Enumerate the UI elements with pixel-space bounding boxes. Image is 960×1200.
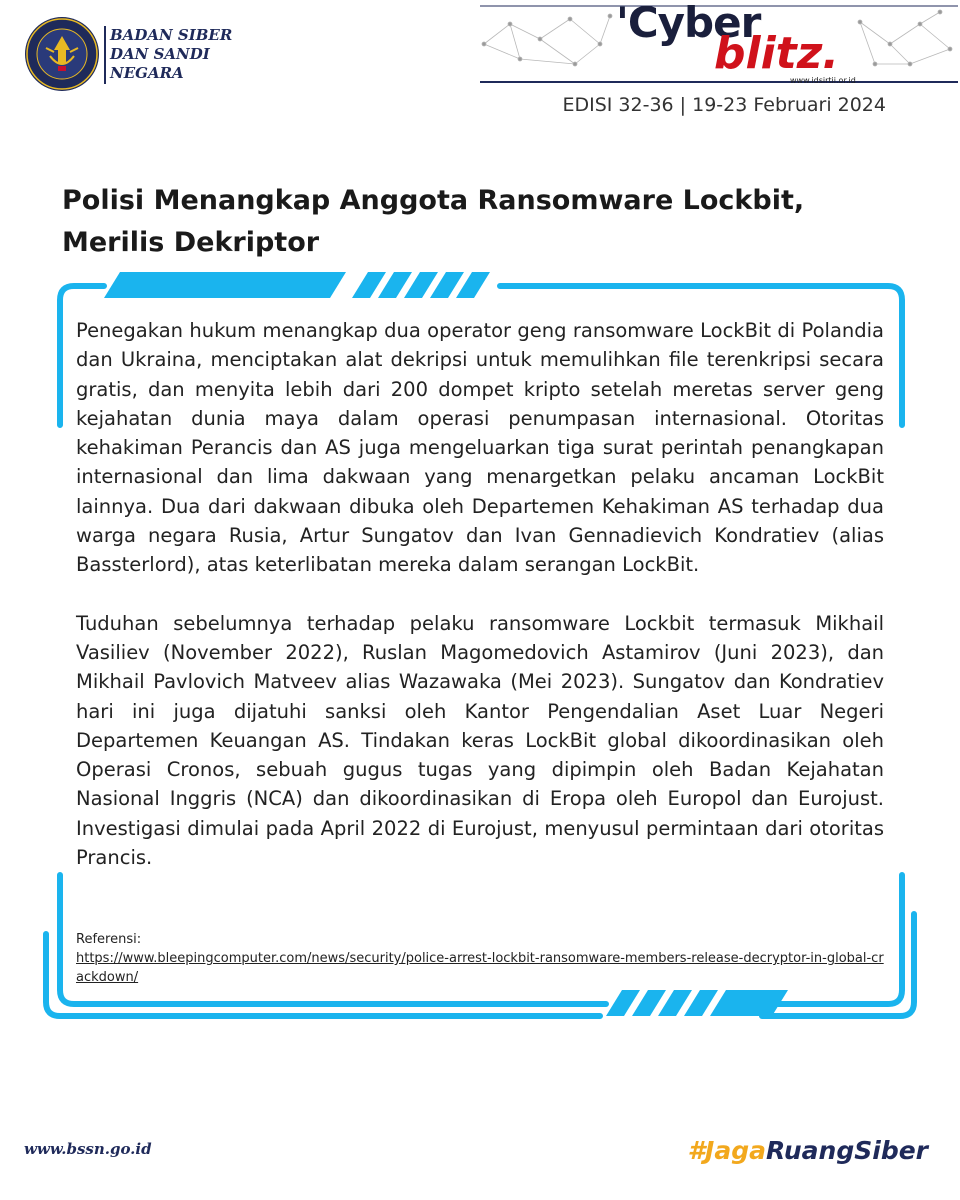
cyberblitz-title: 'Cyber — [616, 0, 761, 47]
campaign-hashtag — [688, 1136, 928, 1165]
reference-link[interactable]: https://www.bleepingcomputer.com/news/security/police-arrest-lockbit-ransomware-members-release-decryptor-in-global-crackdown/ — [76, 951, 884, 985]
article-title: Polisi Menangkap Anggota Ransomware Lockbit, Merilis Dekriptor — [62, 185, 805, 258]
article-paragraph-2: Tuduhan sebelumnya terhadap pelaku ransomware Lockbit termasuk Mikhail Vasiliev (November 2022), Ruslan Magomedovich Astamirov (Juni 2023), dan Mikhail Pavlovich Matveev alias Wazawaka (Mei 2023). Sungatov dan Kondratiev hari ini juga dijatuhi sanksi oleh Kantor Pengendalian Aset Luar Negeri Departemen Keuangan AS. Tindakan keras LockBit global dikoordinasikan oleh Operasi Cronos, sebuah gugus tugas yang dipimpin oleh Badan Kejahatan Nasional Inggris (NCA) dan dikoordinasikan di Eropa oleh Europol dan Eurojust. Investigasi dimulai pada April 2022 di Eurojust, menyusul permintaan dari otoritas Prancis. — [76, 611, 884, 870]
references-section — [76, 930, 886, 987]
article-paragraph-1: Penegakan hukum menangkap dua operator geng ransomware LockBit di Polandia dan Ukraina, menciptakan alat dekripsi untuk memulihkan file terenkripsi secara gratis, dan menyita lebih dari 200 dompet kripto setelah meretas server geng kejahatan dunia maya dalam operasi penumpasan internasional. Otoritas kehakiman Perancis dan AS juga mengeluarkan tiga surat perintah penangkapan internasional dan lima dakwaan yang menargetkan pelaku ancaman LockBit lainnya. Dua dari dakwaan dibuka oleh Departemen Kehakiman AS terhadap dua warga negara Rusia, Artur Sungatov dan Ivan Gennadievich Kondratiev (alias Bassterlord), atas keterlibatan mereka dalam serangan LockBit. — [76, 319, 884, 577]
banner-url: www.idsirtii.or.id — [790, 76, 856, 85]
footer-website: www.bssn.go.id — [24, 1140, 152, 1158]
org-name-line-1: BADAN SIBER — [110, 26, 233, 44]
hashtag-part-1: #Jaga — [687, 1136, 766, 1165]
article-body — [76, 316, 884, 872]
edition-label: EDISI 32-36 | 19-23 Februari 2024 — [562, 94, 886, 116]
org-name-line-3: NEGARA — [110, 64, 184, 82]
org-name-line-2: DAN SANDI — [110, 45, 210, 63]
references-label: Referensi: — [76, 932, 142, 947]
hashtag-part-2: RuangSiber — [766, 1136, 928, 1165]
cyberblitz-title-accent: blitz. — [714, 28, 840, 79]
